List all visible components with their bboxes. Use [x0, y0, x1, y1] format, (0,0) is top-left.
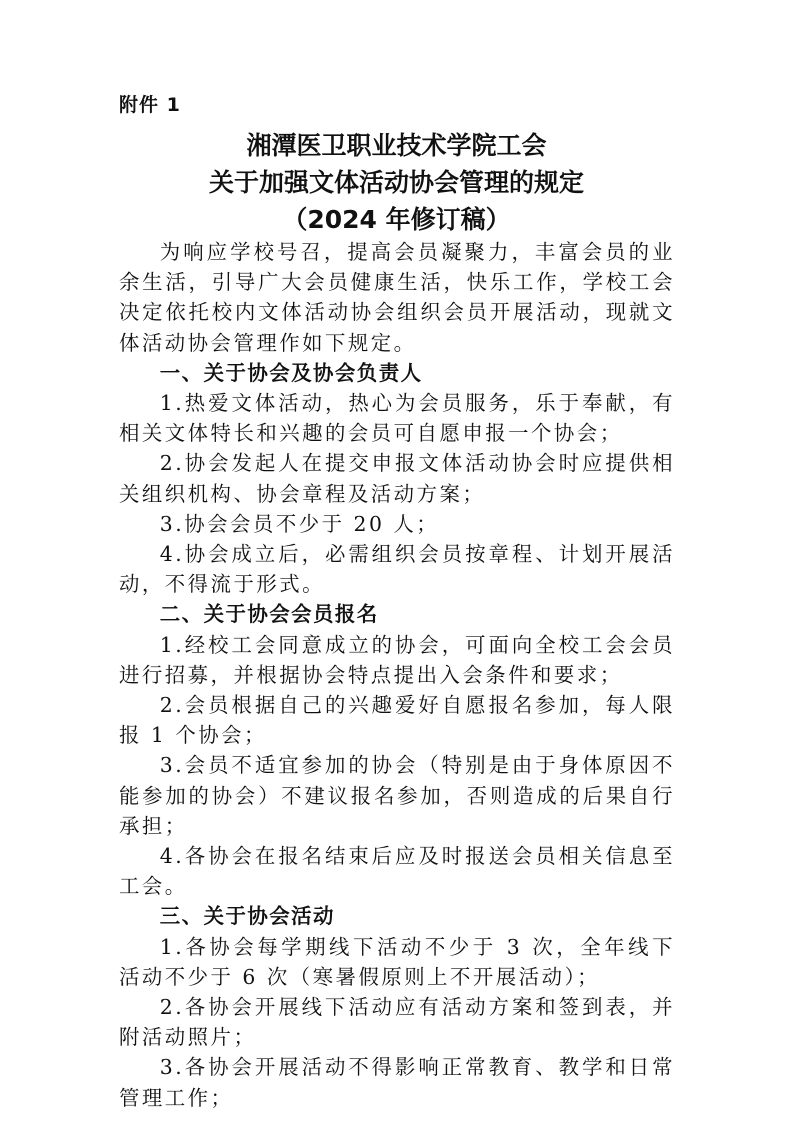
document-title — [100, 127, 693, 238]
list-item: 2.会员根据自己的兴趣爱好自愿报名参加，每人限报 1 个协会； — [119, 693, 675, 748]
section-heading-activities: 三、关于协会活动 — [159, 904, 335, 929]
list-item: 2.各协会开展线下活动应有活动方案和签到表，并附活动照片； — [119, 995, 675, 1050]
list-item: 3.协会会员不少于 20 人； — [159, 511, 440, 536]
list-item: 4.协会成立后，必需组织会员按章程、计划开展活动，不得流于形式。 — [119, 542, 675, 597]
list-item: 2.协会发起人在提交申报文体活动协会时应提供相关组织机构、协会章程及活动方案； — [119, 451, 675, 506]
title-line-subject: 关于加强文体活动协会管理的规定 — [208, 168, 584, 197]
section-heading-registration: 二、关于协会会员报名 — [159, 602, 379, 627]
document-body — [119, 237, 675, 1113]
list-item: 1.热爱文体活动，热心为会员服务，乐于奉献，有相关文体特长和兴趣的会员可自愿申报一个协会； — [119, 391, 675, 446]
list-item: 1.经校工会同意成立的协会，可面向全校工会会员进行招募，并根据协会特点提出入会条件和要求； — [119, 632, 675, 687]
intro-paragraph: 为响应学校号召，提高会员凝聚力，丰富会员的业余生活，引导广大会员健康生活，快乐工作，学校工会决定依托校内文体活动协会组织会员开展活动，现就文体活动协会管理作如下规定。 — [119, 240, 675, 355]
section-heading-association: 一、关于协会及协会负责人 — [159, 360, 423, 385]
list-item: 3.会员不适宜参加的协会（特别是由于身体原因不能参加的协会）不建议报名参加，否则造成的后果自行承担； — [119, 753, 675, 838]
list-item: 3.各协会开展活动不得影响正常教育、教学和日常管理工作； — [119, 1055, 675, 1110]
list-item: 4.各协会在报名结束后应及时报送会员相关信息至工会。 — [119, 844, 675, 899]
title-line-organization: 湘潭医卫职业技术学院工会 — [246, 131, 547, 160]
attachment-label: 附件 1 — [119, 94, 181, 116]
title-line-revision: （2024 年修订稿） — [282, 205, 511, 234]
list-item: 1.各协会每学期线下活动不少于 3 次，全年线下活动不少于 6 次（寒暑假原则上不开展活动）； — [119, 934, 675, 989]
